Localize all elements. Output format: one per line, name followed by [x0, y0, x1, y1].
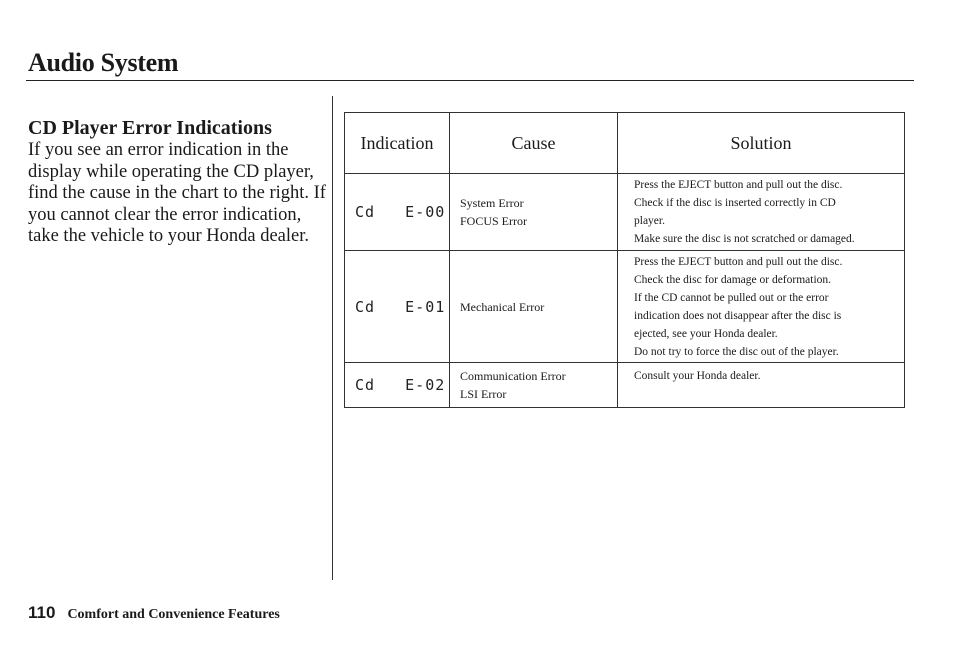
cause-cell: [450, 251, 618, 363]
cause-cell: [450, 363, 618, 408]
cause-line: Communication Error: [460, 369, 566, 383]
solution-line: Press the EJECT button and pull out the disc.: [634, 255, 843, 268]
solution-line: Press the EJECT button and pull out the disc.: [634, 179, 843, 191]
page-number: 110: [28, 603, 56, 622]
cause-line: Mechanical Error: [460, 299, 545, 314]
table-header-row: [345, 113, 905, 174]
cause-line: LSI Error: [460, 387, 507, 401]
solution-line: Check if the disc is inserted correctly in CD: [634, 197, 836, 209]
table-row: [345, 363, 905, 408]
indication-code: Cd E-02: [345, 363, 450, 408]
solution-line: Consult your Honda dealer.: [634, 370, 761, 382]
table-row: [345, 174, 905, 251]
solution-cell: [618, 363, 905, 408]
solution-line: Check the disc for damage or deformation.: [634, 273, 832, 286]
footer-section-name: Comfort and Convenience Features: [67, 607, 280, 622]
solution-line: player.: [634, 215, 665, 227]
section-body: If you see an error indication in the display while operating the CD player, find the cause in the chart to the right. If you cannot clear the error indication, take the vehicle to your Honda dealer.: [28, 140, 326, 246]
cause-cell: [450, 174, 618, 251]
cause-line: FOCUS Error: [460, 214, 528, 228]
header-divider: [26, 80, 914, 81]
header-indication: Indication: [345, 113, 450, 174]
table-row: [345, 251, 905, 363]
solution-cell: [618, 251, 905, 363]
page-footer: [28, 603, 280, 623]
solution-line: Make sure the disc is not scratched or damaged.: [634, 233, 855, 245]
solution-line: If the CD cannot be pulled out or the error: [634, 291, 829, 304]
solution-line: Do not try to force the disc out of the player.: [634, 345, 839, 358]
indication-code: Cd E-01: [345, 251, 450, 363]
section-heading: CD Player Error Indications: [28, 117, 272, 139]
solution-cell: [618, 174, 905, 251]
cause-line: System Error: [460, 196, 524, 210]
page-title: Audio System: [28, 48, 179, 77]
indication-code: Cd E-00: [345, 174, 450, 251]
column-divider: [332, 96, 333, 580]
solution-line: indication does not disappear after the disc is: [634, 309, 842, 322]
header-cause: Cause: [450, 113, 618, 174]
header-solution: Solution: [618, 113, 905, 174]
error-table: [344, 112, 905, 408]
solution-line: ejected, see your Honda dealer.: [634, 327, 778, 340]
